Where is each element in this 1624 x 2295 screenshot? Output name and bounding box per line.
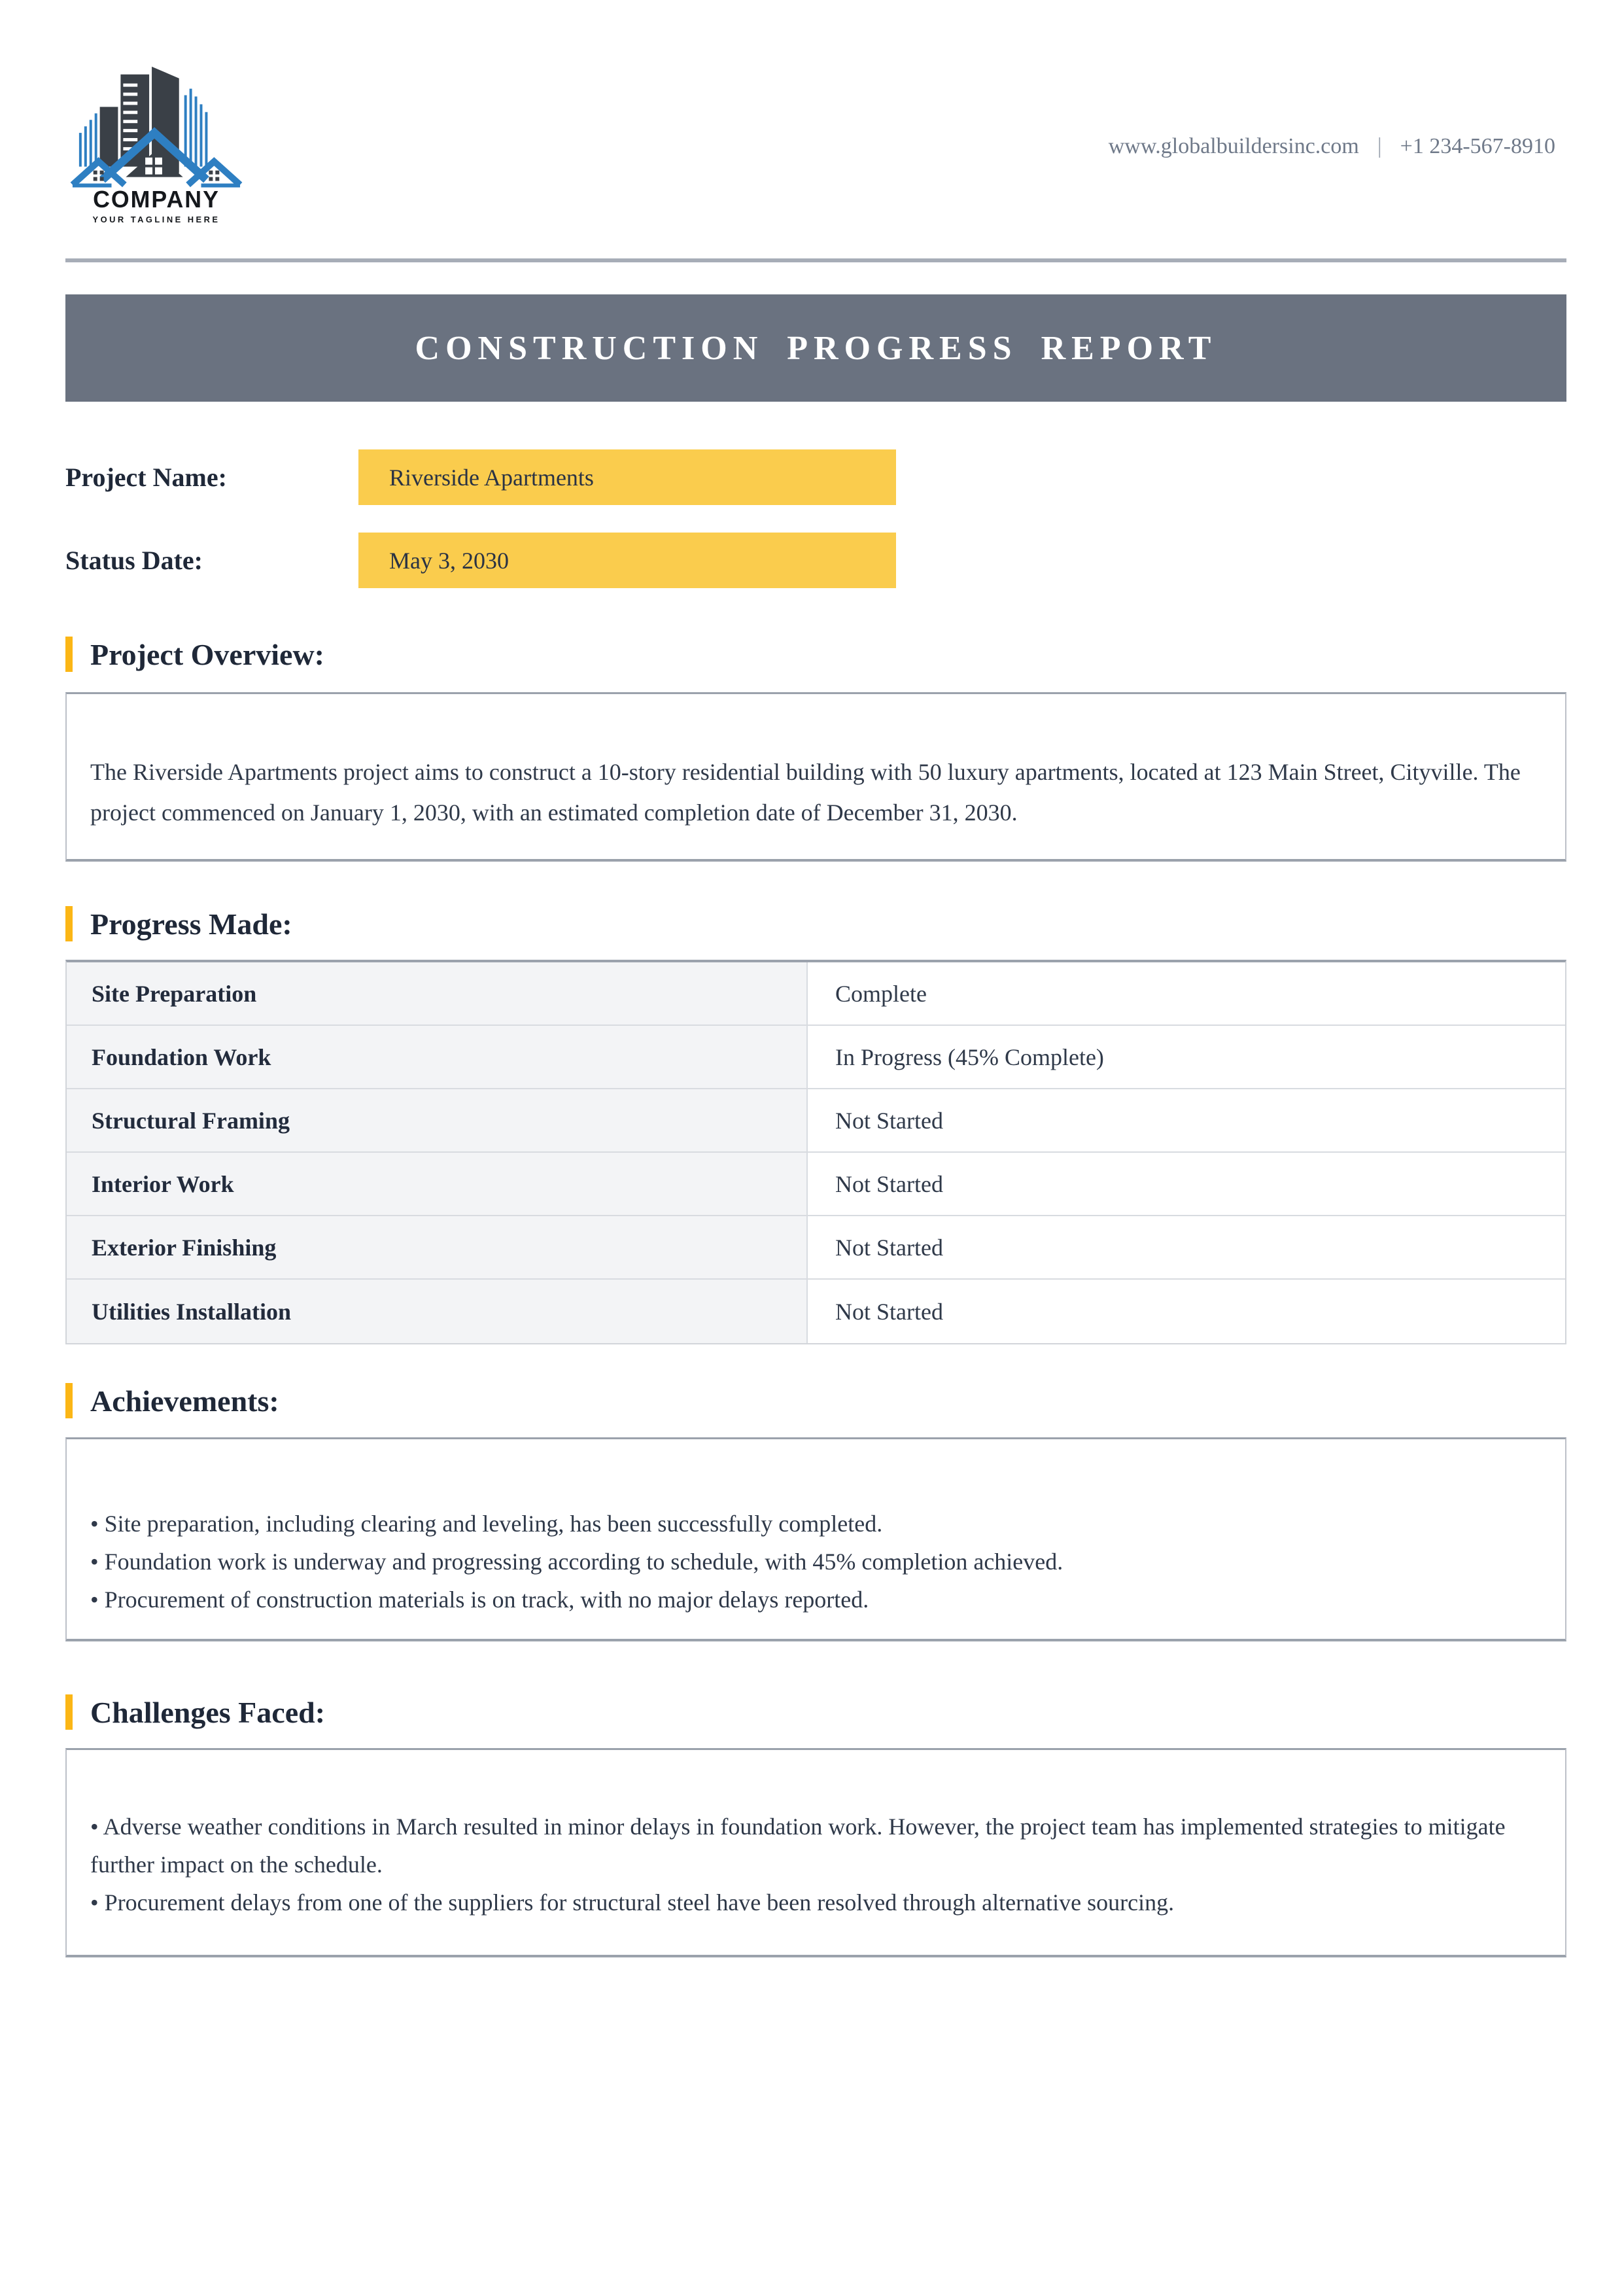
achievements-box [65,1437,1566,1641]
challenges-heading [65,1694,1566,1730]
overview-paragraph: The Riverside Apartments project aims to construct a 10-story residential building with 50 luxury apartments, located at 123 Main Street, Cityville. The project commenced on January 1, 2030, with an estimated completion date of December 31, 2030. [90,759,1521,826]
achievement-bullet: • Site preparation, including clearing and leveling, has been successfully completed. [90,1511,883,1537]
title-banner [65,294,1566,402]
progress-heading [65,906,1566,941]
table-row [67,962,1565,1026]
status-cell: Complete [808,962,1565,1025]
overview-heading [65,637,1566,672]
project-name-field: Riverside Apartments [358,449,896,505]
accent-bar [65,1694,73,1730]
logo-right-lines-icon [184,89,208,167]
task-cell: Interior Work [67,1153,808,1215]
report-title: CONSTRUCTION PROGRESS REPORT [415,329,1217,367]
company-phone: +1 234-567-8910 [1400,134,1555,158]
table-row [67,1280,1565,1343]
table-row [67,1216,1565,1280]
logo-company-text: COMPANY [93,186,220,213]
status-cell: Not Started [808,1280,1565,1343]
overview-box [65,692,1566,862]
status-date-field: May 3, 2030 [358,533,896,588]
contact-separator: | [1377,134,1382,158]
achievements-heading [65,1383,1566,1418]
task-cell: Structural Framing [67,1089,808,1151]
status-date-row [65,533,1566,588]
task-cell: Site Preparation [67,962,808,1025]
challenge-bullet: • Procurement delays from one of the suppliers for structural steel have been resolved through alternative sourcing. [90,1889,1175,1916]
logo-left-lines-icon [79,113,97,166]
accent-bar [65,906,73,941]
status-cell: Not Started [808,1153,1565,1215]
status-cell: In Progress (45% Complete) [808,1026,1565,1088]
project-name-row [65,449,1566,505]
task-cell: Utilities Installation [67,1280,808,1343]
accent-bar [65,1383,73,1418]
project-name-label: Project Name: [65,463,227,492]
status-date-label: Status Date: [65,546,203,575]
contact-info [1109,134,1555,159]
task-cell: Foundation Work [67,1026,808,1088]
challenge-bullet: • Adverse weather conditions in March resulted in minor delays in foundation work. However, the project team has implemented strategies to mitigate further impact on the schedule. [90,1813,1506,1878]
table-row [67,1089,1565,1153]
company-website: www.globalbuildersinc.com [1108,134,1359,158]
table-row [67,1153,1565,1216]
header-divider [65,258,1566,262]
progress-heading-text: Progress Made: [90,907,292,941]
table-row [67,1026,1565,1089]
challenges-box [65,1748,1566,1957]
achievement-bullet: • Procurement of construction materials is on track, with no major delays reported. [90,1586,869,1613]
company-logo [69,49,244,230]
achievement-bullet: • Foundation work is underway and progressing according to schedule, with 45% completion achieved. [90,1549,1063,1575]
accent-bar [65,637,73,672]
logo-tagline-text: YOUR TAGLINE HERE [92,215,220,225]
progress-table [65,960,1566,1344]
challenges-heading-text: Challenges Faced: [90,1695,326,1729]
overview-heading-text: Project Overview: [90,637,325,671]
page-header [65,49,1566,230]
achievements-heading-text: Achievements: [90,1384,279,1418]
status-cell: Not Started [808,1216,1565,1278]
task-cell: Exterior Finishing [67,1216,808,1278]
status-cell: Not Started [808,1089,1565,1151]
